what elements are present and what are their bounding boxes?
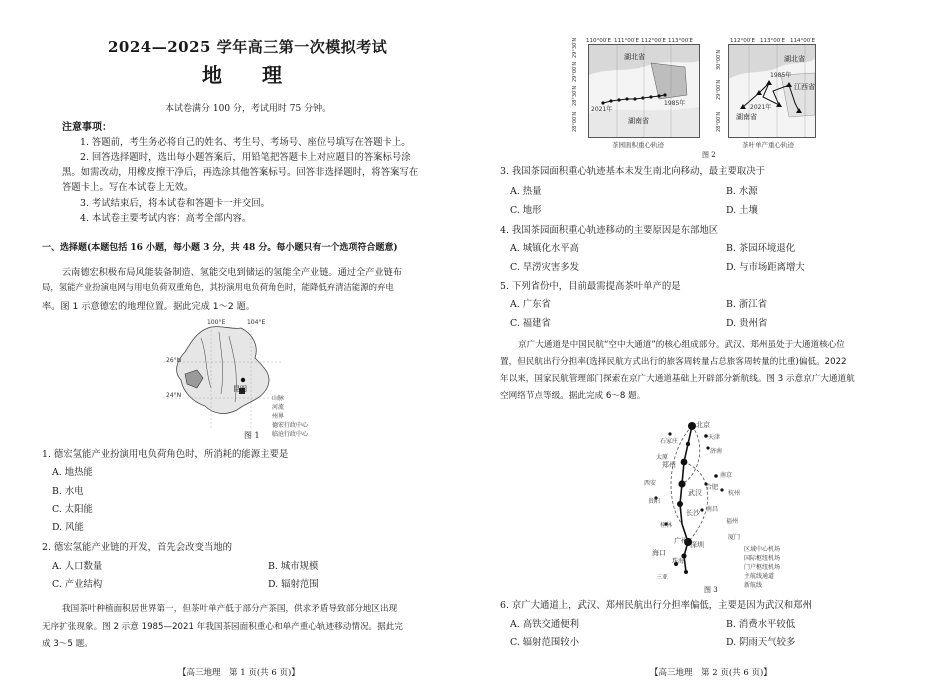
fig2b-province: 江西省 (794, 83, 815, 91)
question-5-stem: 5. 下列省份中，目前最需提高茶叶单产的是 (500, 281, 681, 292)
fig3-city: 济南 (710, 448, 723, 455)
fig1-lat-label: 26°N (166, 357, 182, 364)
intro-line: 局，氢能产业扮演电网与用电负荷双重角色，其扮演用电负荷角色时，能降低弃清洁能源的弃电 (42, 282, 394, 292)
exam-title: 2024—2025 学年高三第一次模拟考试 (108, 38, 388, 56)
notes-heading: 注意事项： (62, 122, 112, 133)
fig2b-province: 湖南省 (736, 113, 757, 121)
section-heading: 一、选择题(本题包括 16 小题，每小题 3 分，共 48 分。每小题只有一个选项符合题意) (42, 243, 398, 253)
q4-option[interactable]: A. 城镇化水平高 (510, 243, 579, 254)
q6-option[interactable]: D. 阴雨天气较多 (726, 637, 796, 648)
figure-1-caption: 图 1 (244, 431, 260, 440)
intro-line: 京广大通道是中国民航“空中大通道”的核心组成部分。武汉、郑州虽处于大通道核心位 (518, 340, 845, 350)
q6-option[interactable]: B. 消费水平较低 (726, 619, 796, 630)
q4-option[interactable]: B. 茶园环境退化 (726, 243, 796, 254)
intro-line: 率。图 1 示意德宏的地理位置。据此完成 1～2 题。 (42, 301, 255, 312)
fig3-city: 福州 (726, 518, 739, 525)
legend-item: 山脉 (272, 395, 285, 402)
q2-option[interactable]: D. 辐射范围 (268, 579, 319, 590)
q3-option[interactable]: C. 地形 (510, 205, 542, 216)
q1-option[interactable]: C. 太阳能 (52, 504, 93, 515)
q1-option[interactable]: B. 水电 (52, 486, 84, 497)
intro-line: 无序扩张现象。图 2 示意 1985—2021 年我国茶园面积重心和单产重心轨迹移动情况。据此完 (42, 622, 403, 632)
q5-option[interactable]: D. 贵州省 (726, 318, 768, 329)
question-1-stem: 1. 德宏氢能产业扮演用电负荷角色时，所消耗的能源主要是 (42, 449, 289, 460)
fig1-lon-label: 104°E (247, 319, 266, 326)
fig3-city: 石家庄 (660, 438, 679, 445)
question-4-stem: 4. 我国茶园面积重心轨迹移动的主要原因是东部地区 (500, 225, 719, 236)
q6-option[interactable]: C. 辐射范围较小 (510, 637, 580, 648)
legend-item: 河流 (272, 404, 285, 411)
fig2b-lat: 28°00′N (716, 111, 722, 132)
q4-option[interactable]: C. 旱涝灾害多发 (510, 262, 580, 273)
legend-item: 区域中心机场 (744, 546, 781, 553)
figure-2-caption: 图 2 (702, 151, 716, 159)
fig3-city: 深圳 (690, 541, 704, 549)
question-3-stem: 3. 我国茶园面积重心轨迹基本未发生南北向移动，最主要取决于 (500, 166, 766, 177)
fig2a-lon: 112°00′E (641, 38, 666, 44)
exam-info: 本试卷满分 100 分，考试用时 75 分钟。 (165, 104, 332, 114)
q3-option[interactable]: D. 土壤 (726, 205, 758, 216)
fig1-legend (262, 393, 322, 438)
fig3-city: 长沙 (686, 509, 700, 517)
fig3-city: 南昌 (706, 506, 719, 513)
fig3-city: 海口 (652, 549, 666, 557)
intro-line: 我国茶叶种植面积居世界第一，但茶叶单产低于部分产茶国，供求矛盾导致部分地区出现 (62, 604, 398, 614)
fig3-city: 南京 (720, 472, 733, 479)
fig3-city: 广州 (674, 537, 688, 545)
fig2a-lat: 28°30′N (572, 85, 578, 106)
figure-3-caption: 图 3 (704, 586, 718, 594)
q2-option[interactable]: A. 人口数量 (52, 561, 103, 572)
fig2b-lat: 30°00′N (716, 49, 722, 70)
fig3-city: 三亚 (656, 574, 669, 581)
q3-option[interactable]: A. 热量 (510, 186, 542, 197)
question-2-stem: 2. 德宏氢能产业链的开发，首先会改变当地的 (42, 542, 233, 553)
fig2a-lon: 113°00′E (668, 38, 693, 44)
note-line: 3. 考试结束后，将本试卷和答题卡一并交回。 (80, 198, 271, 209)
q2-option[interactable]: C. 产业结构 (52, 579, 103, 590)
fig1-lon-label: 100°E (207, 319, 226, 326)
fig2a-lat: 28°00′N (572, 111, 578, 132)
fig3-city: 郑州 (662, 461, 676, 469)
q1-option[interactable]: A. 地热能 (52, 467, 93, 478)
subject-title: 地 理 (202, 63, 282, 87)
note-line: 2. 回答选择题时，选出每小题答案后，用铅笔把答题卡上对应题目的答案标号涂 (80, 152, 411, 163)
q6-option[interactable]: A. 高铁交通便利 (510, 619, 579, 630)
legend-item: 临沧行政中心 (272, 431, 309, 438)
fig2a-lat: 29°30′N (572, 37, 578, 58)
legend-item: 主航线通道 (744, 573, 775, 580)
fig3-city: 珠海 (672, 558, 685, 565)
legend-item: 德宏行政中心 (272, 422, 309, 429)
fig2a-province: 湖北省 (624, 53, 645, 61)
fig2b-lon: 114°00′E (790, 38, 815, 44)
fig1-lat-label: 24°N (166, 392, 182, 399)
fig3-city: 杭州 (728, 490, 741, 497)
fig3-city: 西安 (644, 480, 657, 487)
fig3-city: 桂林 (660, 522, 673, 529)
intro-line: 年以来，国家民航管理部门探索在京广大通道基础上开辟部分新航线。图 3 示意京广大通道航 (500, 374, 855, 384)
note-line: 4. 本试卷主要考试内容：高考全部内容。 (80, 213, 252, 224)
fig2b-lon: 113°00′E (760, 38, 785, 44)
fig3-city: 北京 (696, 421, 710, 429)
fig3-city: 武汉 (688, 489, 702, 497)
fig1-city-label: 昆明 (233, 385, 247, 393)
fig3-legend (736, 544, 806, 589)
fig2a-year: 1985年 (664, 100, 686, 107)
fig2a-province: 湖南省 (628, 117, 649, 125)
intro-line: 云南德宏积极布局风能装备制造、氢能交电到储运的氢能全产业链。通过全产业链布 (62, 267, 402, 278)
page-footer: 【高三地理 第 2 页(共 6 页)】 (650, 668, 772, 678)
page-footer: 【高三地理 第 1 页(共 6 页)】 (178, 668, 300, 678)
q5-option[interactable]: C. 福建省 (510, 318, 551, 329)
legend-item: 州界 (272, 413, 285, 420)
note-line: 答题卡上。写在本试卷上无效。 (62, 182, 194, 193)
fig3-city: 厦门 (728, 534, 741, 541)
legend-item: 国际枢纽机场 (744, 555, 781, 562)
fig2b-lon: 112°00′E (730, 38, 755, 44)
fig2a-year: 2021年 (591, 106, 613, 113)
q5-option[interactable]: B. 浙江省 (726, 299, 767, 310)
fig2b-province: 湖北省 (784, 55, 805, 63)
fig2b-year: 1985年 (770, 72, 792, 79)
q3-option[interactable]: B. 水源 (726, 186, 758, 197)
fig2b-title: 茶叶单产重心轨迹 (742, 141, 794, 149)
fig2b-year: 2021年 (750, 104, 772, 111)
note-line: 黑。如需改动，用橡皮擦干净后，再选涂其他答案标号。回答非选择题时，将答案写在 (62, 167, 419, 178)
fig3-city: 贵阳 (648, 498, 661, 505)
question-6-stem: 6. 京广大通道上，武汉、郑州民航出行分担率偏低，主要是因为武汉和郑州 (500, 600, 812, 611)
fig2a-lat: 29°00′N (572, 61, 578, 82)
legend-item: 新航线 (744, 582, 763, 589)
fig2a-lon: 110°00′E (586, 38, 611, 44)
intro-line: 成 3～5 题。 (42, 639, 93, 649)
note-line: 1. 答题前，考生务必将自己的姓名、考生号、考场号、座位号填写在答题卡上。 (80, 137, 411, 148)
fig3-city: 太原 (656, 454, 669, 461)
fig3-city: 合肥 (706, 484, 719, 491)
fig2a-title: 茶园面积重心轨迹 (612, 141, 664, 149)
exam-page-2 (478, 0, 950, 698)
q2-option[interactable]: B. 城市规模 (268, 561, 319, 572)
legend-item: 门户枢纽机场 (744, 564, 781, 571)
q4-option[interactable]: D. 与市场距离增大 (726, 262, 805, 273)
q1-option[interactable]: D. 风能 (52, 522, 84, 533)
q5-option[interactable]: A. 广东省 (510, 299, 551, 310)
intro-line: 空网络节点等级。据此完成 6～8 题。 (500, 391, 646, 401)
intro-line: 置，但民航出行分担率(选择民航方式出行的旅客周转量占总旅客周转量的比重)偏低。2022 (500, 357, 847, 367)
fig2a-lon: 111°00′E (614, 38, 639, 44)
fig2b-lat: 29°00′N (716, 79, 722, 100)
fig3-city: 天津 (708, 434, 721, 441)
